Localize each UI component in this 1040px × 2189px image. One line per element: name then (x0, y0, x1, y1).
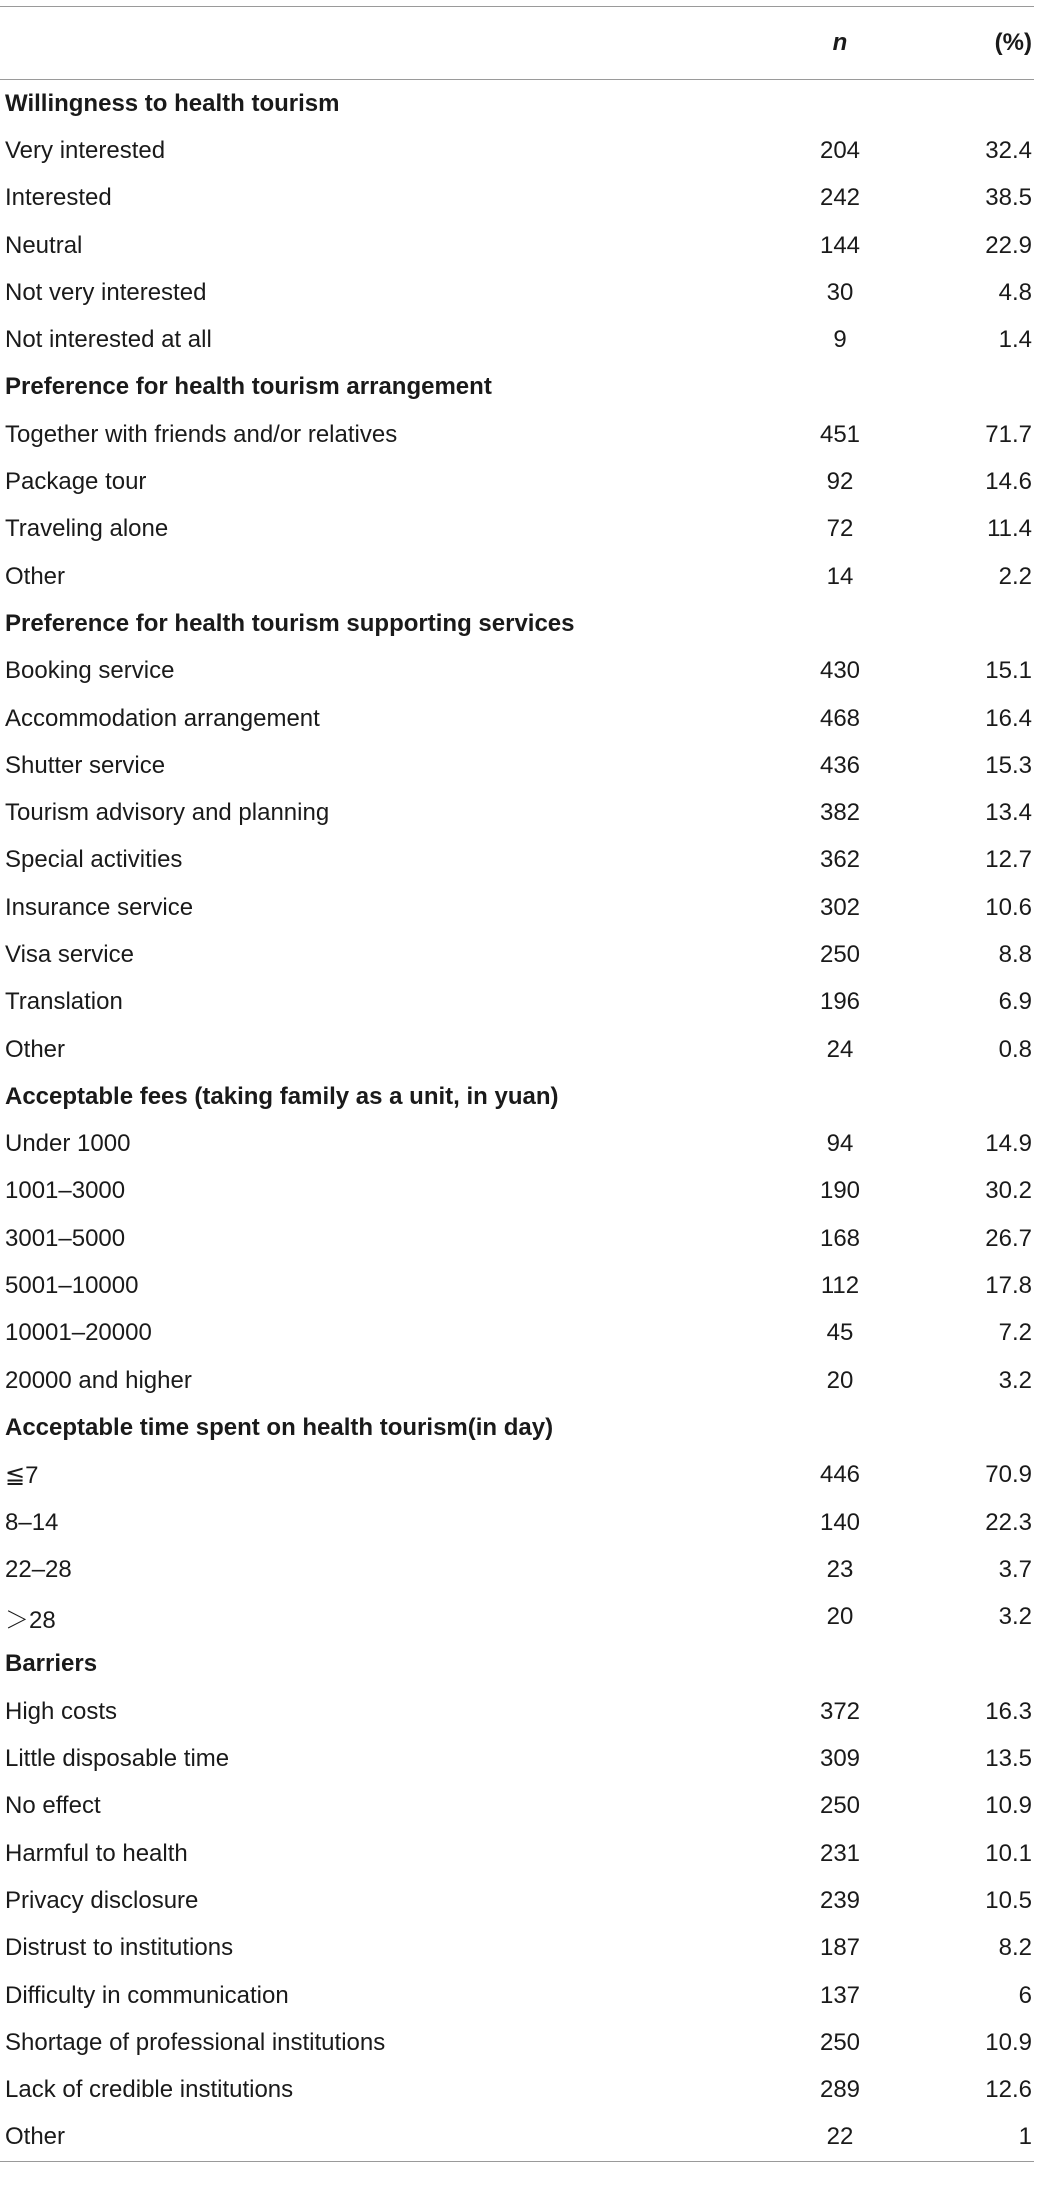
row-label: Special activities (5, 846, 183, 874)
table-row (0, 1546, 1034, 1593)
row-percent-value: 13.5 (985, 1745, 1032, 1773)
row-n-value (780, 1404, 900, 1451)
table-row (0, 222, 1034, 269)
row-label: Privacy disclosure (5, 1886, 199, 1914)
row-percent-value: 8.2 (998, 1934, 1032, 1962)
row-label: ＞28 (5, 1606, 56, 1634)
section-title: Barriers (5, 1650, 98, 1678)
row-label: Shutter service (5, 751, 166, 779)
row-label: 3001–5000 (5, 1224, 126, 1252)
row-n-value: 45 (826, 1319, 854, 1347)
row-percent-value: 12.6 (985, 2076, 1032, 2104)
row-n-value: 24 (826, 1035, 854, 1063)
section-header-row (0, 80, 1034, 128)
row-percent-value: 6.9 (998, 988, 1032, 1016)
row-percent-value (900, 1073, 1034, 1120)
row-label: Harmful to health (5, 1839, 188, 1867)
row-label: Other (5, 562, 66, 590)
row-label: Accommodation arrangement (5, 704, 320, 732)
section-header-row (0, 1404, 1034, 1451)
row-label: Together with friends and/or relatives (5, 420, 398, 448)
row-n-value: 72 (826, 515, 854, 543)
table-row (0, 316, 1034, 363)
row-percent-value: 10.9 (985, 2028, 1032, 2056)
row-label: Shortage of professional institutions (5, 2028, 386, 2056)
table-row (0, 648, 1034, 695)
row-n-value: 309 (819, 1745, 861, 1773)
row-n-value: 231 (819, 1839, 861, 1867)
table-row (0, 979, 1034, 1026)
row-percent-value: 13.4 (985, 799, 1032, 827)
row-percent-value: 0.8 (998, 1035, 1032, 1063)
row-n-value (780, 364, 900, 411)
row-percent-value (900, 600, 1034, 647)
row-label: Not interested at all (5, 326, 212, 354)
row-percent-value: 10.1 (985, 1839, 1032, 1867)
table-row (0, 789, 1034, 836)
header-percent: (%) (900, 7, 1034, 80)
row-n-value: 20 (826, 1366, 854, 1394)
row-n-value: 242 (819, 184, 861, 212)
table-row (0, 1735, 1034, 1782)
row-n-value: 204 (819, 136, 861, 164)
row-percent-value: 14.6 (985, 468, 1032, 496)
table-row (0, 1499, 1034, 1546)
row-percent-value: 4.8 (998, 278, 1032, 306)
table-body (0, 80, 1034, 2162)
table-row (0, 269, 1034, 316)
row-n-value: 250 (819, 940, 861, 968)
row-percent-value: 3.2 (998, 1366, 1032, 1394)
table-row (0, 1452, 1034, 1499)
row-n-value: 92 (826, 468, 854, 496)
row-label: 1001–3000 (5, 1177, 126, 1205)
row-n-value: 289 (819, 2076, 861, 2104)
row-percent-value: 1.4 (998, 326, 1032, 354)
table-row (0, 506, 1034, 553)
header-row (0, 7, 1034, 80)
row-label: Distrust to institutions (5, 1934, 234, 1962)
row-percent-value (900, 364, 1034, 411)
row-n-value: 140 (819, 1508, 861, 1536)
table-row (0, 411, 1034, 458)
table-row (0, 1877, 1034, 1924)
header-label (0, 7, 780, 80)
row-n-value: 430 (819, 657, 861, 685)
row-label: Very interested (5, 136, 166, 164)
data-table (0, 6, 1034, 2162)
table-row (0, 1830, 1034, 1877)
row-n-value: 382 (819, 799, 861, 827)
row-percent-value: 14.9 (985, 1130, 1032, 1158)
row-percent-value: 1 (900, 2114, 1034, 2162)
table-row (0, 1168, 1034, 1215)
row-n-value: 168 (819, 1224, 861, 1252)
row-label: Lack of credible institutions (5, 2076, 294, 2104)
section-title: Acceptable time spent on health tourism(in day) (5, 1413, 554, 1441)
row-n-value: 239 (819, 1886, 861, 1914)
row-label: Other (5, 1035, 66, 1063)
row-percent-value: 6 (1018, 1981, 1032, 2009)
row-label: Translation (5, 988, 123, 1016)
row-n-value: 187 (819, 1934, 861, 1962)
row-n-value: 20 (826, 1603, 854, 1631)
row-n-value: 468 (819, 704, 861, 732)
row-percent-value: 17.8 (985, 1272, 1032, 1300)
row-n-value: 9 (833, 326, 847, 354)
row-n-value: 144 (819, 231, 861, 259)
table-row (0, 175, 1034, 222)
table-row (0, 1688, 1034, 1735)
row-percent-value: 15.3 (985, 751, 1032, 779)
section-header-row (0, 600, 1034, 647)
row-percent-value: 16.4 (985, 704, 1032, 732)
row-label: Interested (5, 184, 112, 212)
table-row (0, 884, 1034, 931)
table-row (0, 1262, 1034, 1309)
table-row (0, 1783, 1034, 1830)
section-header-row (0, 1641, 1034, 1688)
row-percent-value: 22.3 (985, 1508, 1032, 1536)
row-label: Package tour (5, 468, 147, 496)
row-n-value: 446 (819, 1461, 861, 1489)
row-percent-value: 26.7 (985, 1224, 1032, 1252)
row-percent-value: 32.4 (985, 136, 1032, 164)
row-n-value: 250 (819, 1792, 861, 1820)
row-percent-value (900, 1641, 1034, 1688)
table-row (0, 2066, 1034, 2113)
row-n-value: 436 (819, 751, 861, 779)
row-n-value: 302 (819, 893, 861, 921)
table-row (0, 1215, 1034, 1262)
section-title: Preference for health tourism arrangement (5, 373, 492, 401)
table-row (0, 1357, 1034, 1404)
row-n-value: 372 (819, 1697, 861, 1725)
row-percent-value: 70.9 (985, 1461, 1032, 1489)
row-percent-value: 15.1 (985, 657, 1032, 685)
row-n-value: 362 (819, 846, 861, 874)
row-percent-value: 10.5 (985, 1886, 1032, 1914)
row-percent-value: 3.2 (998, 1603, 1032, 1631)
row-label: Tourism advisory and planning (5, 799, 330, 827)
table-row (0, 1026, 1034, 1073)
row-percent-value: 3.7 (998, 1555, 1032, 1583)
row-label: 10001–20000 (5, 1319, 152, 1347)
row-label: Visa service (5, 940, 134, 968)
row-n-value: 190 (819, 1177, 861, 1205)
table-row (0, 695, 1034, 742)
row-percent-value (900, 80, 1034, 128)
row-label: Little disposable time (5, 1745, 230, 1773)
row-n-value: 196 (819, 988, 861, 1016)
row-n-value: 137 (819, 1981, 861, 2009)
row-percent-value: 10.9 (985, 1792, 1032, 1820)
section-title: Willingness to health tourism (5, 89, 340, 117)
row-percent-value: 12.7 (985, 846, 1032, 874)
table-row (0, 931, 1034, 978)
section-title: Acceptable fees (taking family as a unit, in yuan) (5, 1082, 559, 1110)
row-n-value: 250 (819, 2028, 861, 2056)
row-percent-value: 16.3 (985, 1697, 1032, 1725)
row-n-value: 22 (780, 2114, 900, 2162)
row-percent-value: 71.7 (985, 420, 1032, 448)
row-percent-value (900, 1404, 1034, 1451)
table-row (0, 1925, 1034, 1972)
row-percent-value: 10.6 (985, 893, 1032, 921)
row-label: Difficulty in communication (5, 1981, 289, 2009)
table-row (0, 2114, 1034, 2162)
section-header-row (0, 364, 1034, 411)
table-header (0, 7, 1034, 80)
row-n-value (780, 80, 900, 128)
row-label: No effect (5, 1792, 101, 1820)
row-label: Insurance service (5, 893, 194, 921)
row-n-value: 30 (826, 278, 854, 306)
table-row (0, 742, 1034, 789)
row-n-value (780, 1641, 900, 1688)
row-percent-value: 30.2 (985, 1177, 1032, 1205)
table-row (0, 1594, 1034, 1641)
row-n-value: 112 (820, 1272, 860, 1300)
row-n-value: 14 (826, 562, 854, 590)
table-row (0, 127, 1034, 174)
row-label: ≦7 (5, 1461, 39, 1489)
row-label: Neutral (5, 231, 83, 259)
row-percent-value: 8.8 (998, 940, 1032, 968)
row-percent-value: 22.9 (985, 231, 1032, 259)
table-row (0, 837, 1034, 884)
header-n: n (780, 7, 900, 80)
row-percent-value: 7.2 (998, 1319, 1032, 1347)
row-label: 5001–10000 (5, 1272, 139, 1300)
section-header-row (0, 1073, 1034, 1120)
row-label: Booking service (5, 657, 175, 685)
row-label: 22–28 (5, 1555, 72, 1583)
table-row (0, 458, 1034, 505)
row-n-value: 23 (826, 1555, 854, 1583)
row-n-value (780, 600, 900, 647)
row-label: Not very interested (5, 278, 207, 306)
section-title: Preference for health tourism supporting services (5, 609, 575, 637)
row-label: 8–14 (5, 1508, 59, 1536)
row-percent-value: 2.2 (998, 562, 1032, 590)
table-row (0, 2019, 1034, 2066)
row-label: Traveling alone (5, 515, 169, 543)
row-label: High costs (5, 1697, 118, 1725)
row-label: Other (0, 2114, 780, 2162)
table-row (0, 1310, 1034, 1357)
row-percent-value: 38.5 (985, 184, 1032, 212)
table-row (0, 1972, 1034, 2019)
row-n-value: 451 (819, 420, 861, 448)
row-n-value: 94 (826, 1130, 854, 1158)
row-label: 20000 and higher (5, 1366, 192, 1394)
table-row (0, 1121, 1034, 1168)
table-row (0, 553, 1034, 600)
row-percent-value: 11.4 (987, 515, 1032, 543)
row-label: Under 1000 (5, 1130, 131, 1158)
row-n-value (780, 1073, 900, 1120)
